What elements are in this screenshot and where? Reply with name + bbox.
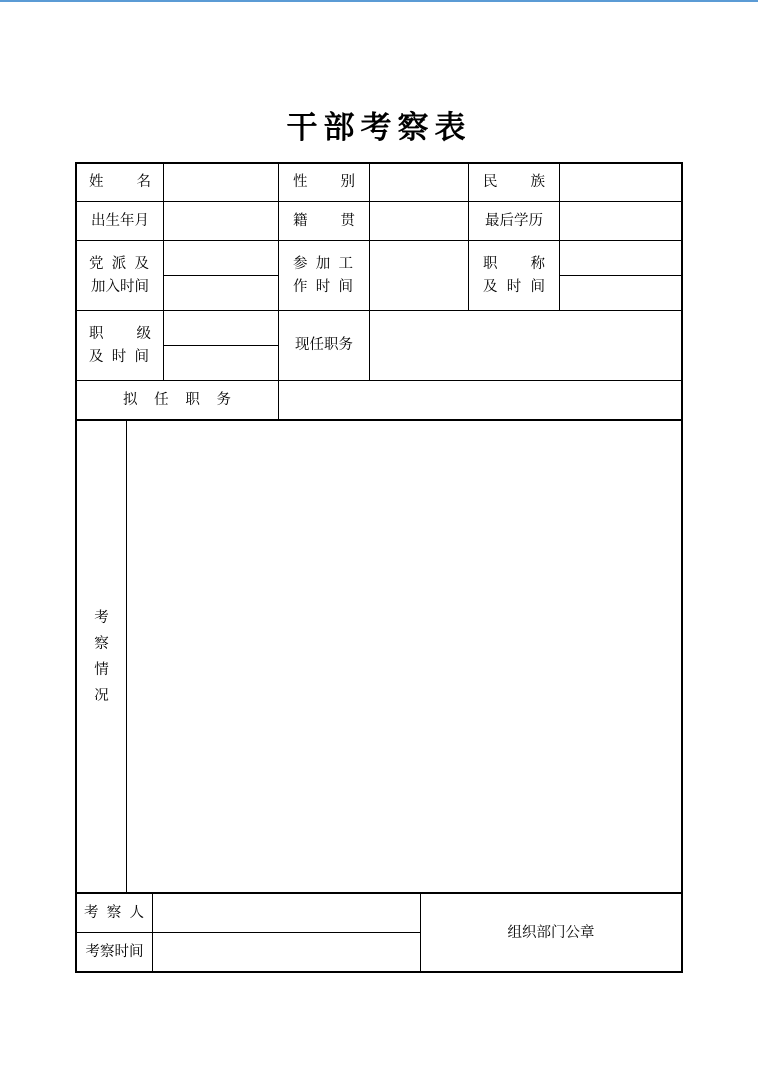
seal-label: 组织部门公章 (507, 924, 595, 941)
birth-field[interactable] (164, 202, 278, 240)
work-label-line2: 作 时 间 (293, 279, 353, 295)
page-title: 干部考察表 (286, 110, 472, 146)
name-label: 姓 名 (89, 174, 151, 190)
origin-label: 籍 贯 (293, 213, 355, 229)
cadre-inspection-form (75, 162, 683, 973)
proposed-post-label: 拟 任 职 务 (123, 392, 231, 408)
current-post-field[interactable] (370, 311, 681, 380)
party-label-line1: 党 派 及 (89, 256, 149, 272)
education-field[interactable] (560, 202, 681, 240)
gender-field[interactable] (370, 164, 468, 201)
origin-field[interactable] (370, 202, 468, 240)
work-start-field[interactable] (370, 241, 468, 310)
name-field[interactable] (164, 164, 278, 201)
proposed-post-field[interactable] (279, 381, 681, 419)
inspector-field[interactable] (153, 894, 420, 932)
education-label: 最后学历 (485, 212, 543, 229)
party-label-line2: 加入时间 (91, 279, 149, 295)
title-label-line2: 及 时 间 (483, 279, 545, 295)
rank-field[interactable] (164, 311, 278, 345)
work-label-line1: 参 加 工 (293, 256, 353, 272)
party-field[interactable] (164, 241, 278, 275)
title-time-field[interactable] (560, 276, 681, 310)
rank-label-line1: 职 级 (89, 326, 151, 342)
top-accent-line (0, 0, 758, 2)
ethnicity-label: 民 族 (483, 174, 545, 190)
inspection-time-field[interactable] (153, 933, 420, 971)
title-field[interactable] (560, 241, 681, 275)
party-join-time-field[interactable] (164, 276, 278, 310)
ethnicity-field[interactable] (560, 164, 681, 201)
title-label-line1: 职 称 (483, 256, 545, 272)
rank-time-field[interactable] (164, 346, 278, 380)
inspection-content-area[interactable] (127, 421, 681, 892)
gender-label: 性 别 (293, 174, 355, 190)
rank-label-line2: 及 时 间 (89, 349, 149, 365)
birth-label: 出生年月 (91, 212, 149, 229)
inspection-label: 考 察 情 况 (94, 609, 109, 704)
inspector-label: 考 察 人 (84, 905, 144, 921)
inspection-time-label: 考察时间 (85, 944, 144, 960)
current-post-label: 现任职务 (295, 337, 353, 353)
